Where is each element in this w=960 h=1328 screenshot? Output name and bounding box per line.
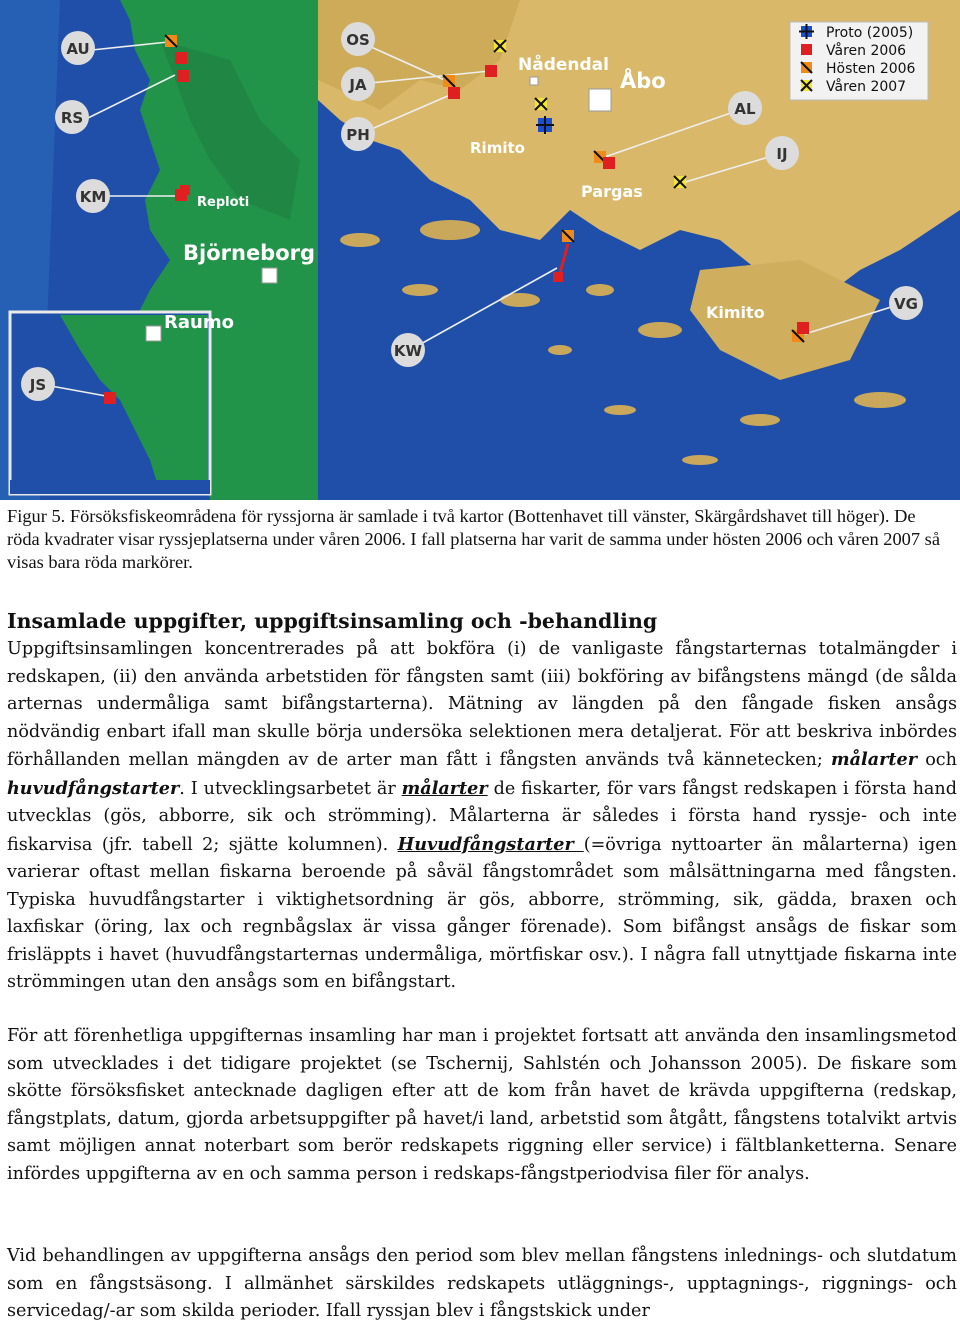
town-square-nadendal bbox=[530, 77, 538, 85]
marker-varen-2006 bbox=[603, 157, 615, 169]
place-name-kimito: Kimito bbox=[706, 303, 765, 322]
marker-hosten-2006 bbox=[165, 35, 177, 47]
term-malarter: målarter bbox=[831, 749, 917, 770]
paragraph-text: de fiskarter, för vars fångst redskapen i första hand utvecklas (gös, abborre, sik och strömming). Målarterna är således i första hand ryssje- och inte fiskarvisa (jfr. tabell 2; sjätte kolumnen). bbox=[7, 778, 957, 855]
svg-text:KM: KM bbox=[79, 188, 107, 206]
figure-caption: Figur 5. Försöksfiskeområdena för ryssjorna är samlade i två kartor (Bottenhavet till vänster, Skärgårdshavet till höger). De röda kvadrater visar ryssjeplatserna under våren 2006. I fall platserna har varit de samma under hösten 2006 och våren 2007 så visas bara röda markörer. bbox=[7, 506, 940, 572]
site-code-js bbox=[21, 367, 55, 401]
marker-varen-2006 bbox=[104, 392, 116, 404]
place-name-pargas: Pargas bbox=[581, 182, 643, 201]
paragraph-text: och bbox=[917, 750, 957, 770]
place-name-rimito: Rimito bbox=[470, 139, 525, 157]
town-square-raumo bbox=[146, 326, 161, 341]
site-code-ph bbox=[341, 117, 375, 151]
site-code-vg bbox=[889, 286, 923, 320]
paragraph-text: (=övriga nyttoarter än målarterna) igen varierar oftast mellan fiskarna beroende på såväl fångstområdet som målsättningarna med fångsten. Typiska huvudfångstarter i viktighetsordning är gös, abborre, strömming, sik, gädda, braxen och laxfiskar (öring, lax och regnbågslax är vissa gånger förenade). Som bifångst ansågs de fiskar som frisläppts i havet (huvudfångstarternas undermåliga, mörtfiskar osv.). I några fall utnyttjade fiskarna inte strömmingen utan den ansågs som en bifångstart. bbox=[7, 834, 957, 992]
svg-text:RS: RS bbox=[60, 109, 84, 127]
marker-proto bbox=[536, 116, 554, 134]
marker-varen-2007 bbox=[494, 40, 506, 52]
site-code-os bbox=[341, 22, 375, 56]
place-name-reploti: Reploti bbox=[197, 195, 250, 210]
marker-varen-2006 bbox=[175, 52, 187, 64]
site-code-km bbox=[76, 179, 110, 213]
marker-varen-2007 bbox=[674, 176, 686, 188]
place-name-nadendal: Nådendal bbox=[518, 55, 609, 75]
legend-label: Proto (2005) bbox=[826, 25, 914, 41]
marker-varen-2006 bbox=[180, 185, 190, 195]
site-code-ij bbox=[765, 136, 799, 170]
marker-varen-2006 bbox=[177, 70, 189, 82]
marker-varen-2006 bbox=[485, 65, 497, 77]
place-name-bjorneborg: Björneborg bbox=[183, 241, 316, 265]
paragraph-collection-method: För att förenhetliga uppgifternas insamling har man i projektet fortsatt att använda den insamlingsmetod som utvecklades i det tidigare projektet (se Tschernij, Sahlstén och Johansson 2005). De fiskare som skötte försöksfisket antecknade dagligen efter att de kom från havet de krävda uppgifterna (redskap, fångstplats, datum, gjorda arbetsuppgifter på havet/i land, arbetstid som åtgått, fångstens totalvikt artvis samt möjligen annat noterbart som berör redskapets riggning eller service) i fältblanketterna. Senare infördes uppgifterna av en och samma person i redskaps-fångstperiodvisa filer för analys. bbox=[7, 1026, 957, 1184]
marker-varen-2006 bbox=[448, 87, 460, 99]
paragraph-text: . I utvecklingsarbetet är bbox=[179, 778, 402, 799]
term-huvudfangstarter-underlined: Huvudfångstarter bbox=[397, 833, 584, 855]
paragraph-data-processing: Vid behandlingen av uppgifterna ansågs den period som blev mellan fångstens inlednings- och slutdatum som en fångstsäsong. I allmänhet särskildes redskapets utläggnings-, upptagnings-, riggnings- och servicedag/-ar som skilda perioder. Ifall ryssjan blev i fångstskick under bbox=[7, 1246, 957, 1321]
legend-label: Våren 2006 bbox=[826, 43, 907, 59]
place-name-raumo: Raumo bbox=[164, 312, 234, 333]
place-name-abo: Åbo bbox=[620, 69, 666, 93]
term-huvudfangstarter: huvudfångstarter bbox=[7, 777, 180, 799]
town-square-abo bbox=[589, 89, 611, 111]
paragraph-data-collection bbox=[7, 636, 957, 997]
svg-text:AL: AL bbox=[734, 100, 756, 118]
svg-text:JA: JA bbox=[349, 76, 367, 94]
svg-text:OS: OS bbox=[346, 31, 370, 49]
svg-text:JS: JS bbox=[29, 376, 47, 394]
paragraph-text: Uppgiftsinsamlingen koncentrerades på att bokföra (i) de vanligaste fångstarternas totalmängder i redskapen, (ii) den använda arbetstiden för fångsten samt (iii) bokföring av bifångstens mängd (de sålda arternas undermåliga samt bifångstarterna). Mätning av längden på den fångade fisken ansågs nödvändig enbart ifall man skulle börja undersöka selektionen mera detaljerat. För att beskriva inbördes förhållanden mellan mängden av de arter man fått i fångsten används två kännetecken; bbox=[7, 639, 957, 770]
svg-text:PH: PH bbox=[346, 126, 370, 144]
map-legend bbox=[790, 22, 928, 100]
svg-text:AU: AU bbox=[66, 40, 90, 58]
site-code-rs bbox=[55, 100, 89, 134]
legend-label: Hösten 2006 bbox=[826, 61, 916, 77]
svg-text:KW: KW bbox=[393, 342, 423, 360]
marker-varen-2006 bbox=[797, 322, 809, 334]
site-code-al bbox=[728, 91, 762, 125]
svg-text:VG: VG bbox=[894, 295, 918, 313]
section-heading: Insamlade uppgifter, uppgiftsinsamling och -behandling bbox=[7, 609, 658, 633]
site-code-kw bbox=[391, 333, 425, 367]
marker-hosten-2006 bbox=[562, 230, 574, 242]
survey-map-figure bbox=[0, 0, 960, 500]
legend-label: Våren 2007 bbox=[826, 79, 907, 95]
svg-text:IJ: IJ bbox=[776, 145, 788, 163]
marker-varen-2006 bbox=[553, 272, 563, 282]
site-code-ja bbox=[341, 67, 375, 101]
term-malarter-underlined: målarter bbox=[401, 777, 488, 799]
town-square-bjorneborg bbox=[262, 268, 277, 283]
site-code-au bbox=[61, 31, 95, 65]
marker-varen-2007 bbox=[535, 98, 547, 110]
marker-hosten-2006 bbox=[443, 75, 455, 87]
